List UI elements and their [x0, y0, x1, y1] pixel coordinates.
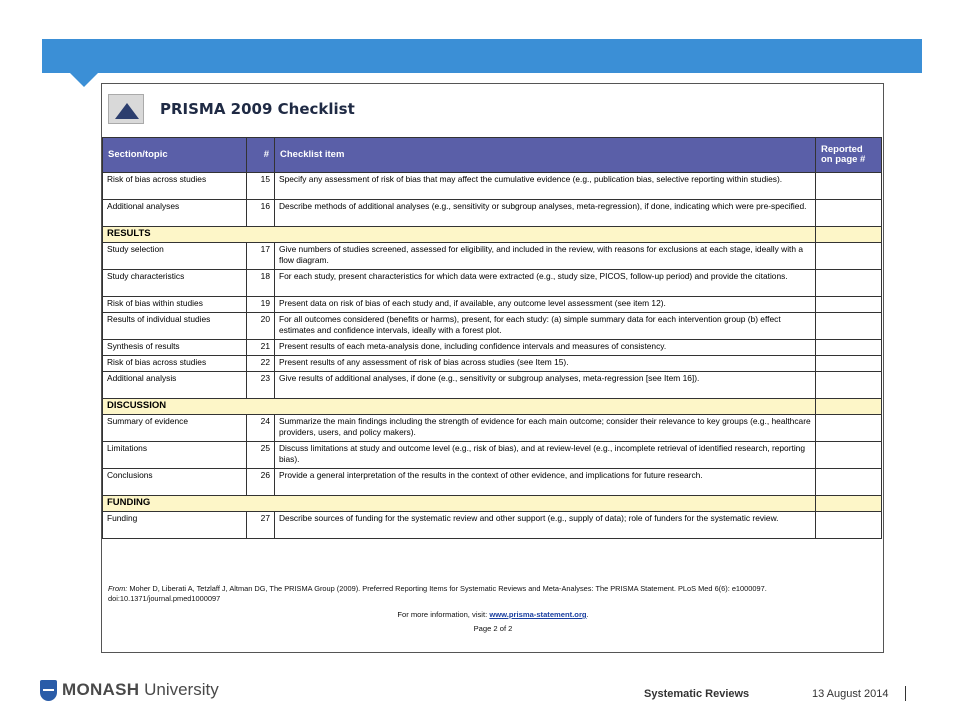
number-cell: 21 — [247, 340, 275, 356]
checklist-body — [103, 173, 882, 539]
checklist-document — [101, 83, 884, 653]
university-name-light: University — [139, 680, 219, 699]
checklist-row — [103, 173, 882, 200]
citation-text: Moher D, Liberati A, Tetzlaff J, Altman DG, The PRISMA Group (2009). Preferred Reporting Items for Systematic Reviews and Meta-Analyses: The PRISMA Statement. PLoS Med 6(6): e1000097. doi:10.1371/journal.pmed1000097 — [108, 584, 767, 603]
reported-page-cell — [816, 297, 882, 313]
section-row — [103, 496, 882, 512]
citation — [108, 584, 878, 604]
item-cell: Present results of each meta-analysis done, including confidence intervals and measures of consistency. — [275, 340, 816, 356]
item-cell: Present data on risk of bias of each study and, if available, any outcome level assessment (see item 12). — [275, 297, 816, 313]
number-cell: 15 — [247, 173, 275, 200]
checklist-row — [103, 243, 882, 270]
item-cell: Describe methods of additional analyses (e.g., sensitivity or subgroup analyses, meta-regression), if done, indicating which were pre-specified. — [275, 200, 816, 227]
footer-topic: Systematic Reviews — [644, 688, 750, 700]
checklist-table — [102, 137, 882, 539]
topic-cell: Risk of bias across studies — [103, 173, 247, 200]
number-cell: 23 — [247, 372, 275, 399]
slide-footer — [0, 672, 960, 712]
item-cell: Specify any assessment of risk of bias that may affect the cumulative evidence (e.g., publication bias, selective reporting within studies). — [275, 173, 816, 200]
reported-page-cell — [816, 512, 882, 539]
number-cell: 17 — [247, 243, 275, 270]
section-row — [103, 399, 882, 415]
item-cell: Describe sources of funding for the systematic review and other support (e.g., supply of data); role of funders for the systematic review. — [275, 512, 816, 539]
checklist-row — [103, 372, 882, 399]
topic-cell: Limitations — [103, 442, 247, 469]
topic-cell: Results of individual studies — [103, 313, 247, 340]
section-reported-cell — [816, 496, 882, 512]
item-cell: For each study, present characteristics for which data were extracted (e.g., study size, PICOS, follow-up period) and provide the citations. — [275, 270, 816, 297]
checklist-row — [103, 356, 882, 372]
topic-cell: Summary of evidence — [103, 415, 247, 442]
document-footer — [108, 584, 878, 633]
column-header-item: Checklist item — [275, 138, 816, 173]
topic-cell: Risk of bias across studies — [103, 356, 247, 372]
table-header-row — [103, 138, 882, 173]
number-cell: 25 — [247, 442, 275, 469]
prisma-website-link[interactable]: www.prisma-statement.org — [489, 610, 587, 619]
prisma-logo — [108, 94, 144, 124]
section-label: RESULTS — [103, 227, 816, 243]
checklist-row — [103, 512, 882, 539]
section-row — [103, 227, 882, 243]
number-cell: 27 — [247, 512, 275, 539]
topic-cell: Study characteristics — [103, 270, 247, 297]
more-info-text: For more information, visit: — [397, 610, 488, 619]
topic-cell: Additional analysis — [103, 372, 247, 399]
reported-page-cell — [816, 200, 882, 227]
topic-cell: Conclusions — [103, 469, 247, 496]
reported-page-cell — [816, 173, 882, 200]
top-banner — [42, 39, 922, 73]
page-number: Page 2 of 2 — [473, 624, 513, 633]
number-cell: 19 — [247, 297, 275, 313]
number-cell: 16 — [247, 200, 275, 227]
topic-cell: Funding — [103, 512, 247, 539]
item-cell: For all outcomes considered (benefits or harms), present, for each study: (a) simple summary data for each intervention group (b) effect estimates and confidence intervals, ideally with a forest plot. — [275, 313, 816, 340]
topic-cell: Synthesis of results — [103, 340, 247, 356]
reported-page-cell — [816, 469, 882, 496]
column-header-number: # — [247, 138, 275, 173]
topic-cell: Additional analyses — [103, 200, 247, 227]
prisma-logo-icon — [115, 103, 139, 119]
reported-page-cell — [816, 270, 882, 297]
item-cell: Give numbers of studies screened, assessed for eligibility, and included in the review, with reasons for exclusions at each stage, ideally with a flow diagram. — [275, 243, 816, 270]
column-header-reported: Reported on page # — [816, 138, 882, 173]
reported-page-cell — [816, 313, 882, 340]
item-cell: Summarize the main findings including the strength of evidence for each main outcome; consider their relevance to key groups (e.g., healthcare providers, users, and policy makers). — [275, 415, 816, 442]
item-cell: Present results of any assessment of risk of bias across studies (see Item 15). — [275, 356, 816, 372]
citation-prefix: From: — [108, 584, 128, 593]
reported-page-cell — [816, 372, 882, 399]
checklist-row — [103, 469, 882, 496]
section-label: DISCUSSION — [103, 399, 816, 415]
checklist-row — [103, 200, 882, 227]
checklist-row — [103, 270, 882, 297]
reported-page-cell — [816, 340, 882, 356]
reported-page-cell — [816, 356, 882, 372]
checklist-row — [103, 297, 882, 313]
reported-page-cell — [816, 415, 882, 442]
topic-cell: Study selection — [103, 243, 247, 270]
section-reported-cell — [816, 399, 882, 415]
checklist-row — [103, 415, 882, 442]
number-cell: 22 — [247, 356, 275, 372]
checklist-row — [103, 340, 882, 356]
column-header-section: Section/topic — [103, 138, 247, 173]
section-reported-cell — [816, 227, 882, 243]
number-cell: 20 — [247, 313, 275, 340]
section-label: FUNDING — [103, 496, 816, 512]
item-cell: Provide a general interpretation of the results in the context of other evidence, and implications for future research. — [275, 469, 816, 496]
number-cell: 24 — [247, 415, 275, 442]
reported-page-cell — [816, 442, 882, 469]
document-title: PRISMA 2009 Checklist — [160, 100, 355, 118]
footer-date: 13 August 2014 — [812, 688, 889, 700]
monash-shield-icon — [40, 680, 57, 701]
item-cell: Give results of additional analyses, if done (e.g., sensitivity or subgroup analyses, meta-regression [see Item 16]). — [275, 372, 816, 399]
number-cell: 18 — [247, 270, 275, 297]
university-logo — [62, 680, 219, 700]
number-cell: 26 — [247, 469, 275, 496]
reported-page-cell — [816, 243, 882, 270]
checklist-row — [103, 313, 882, 340]
topic-cell: Risk of bias within studies — [103, 297, 247, 313]
university-name-bold: MONASH — [62, 680, 140, 699]
footer-divider — [905, 686, 906, 701]
more-info — [108, 610, 878, 619]
more-info-suffix: . — [586, 610, 589, 619]
banner-notch — [70, 73, 98, 87]
item-cell: Discuss limitations at study and outcome level (e.g., risk of bias), and at review-level (e.g., incomplete retrieval of identified research, reporting bias). — [275, 442, 816, 469]
checklist-row — [103, 442, 882, 469]
